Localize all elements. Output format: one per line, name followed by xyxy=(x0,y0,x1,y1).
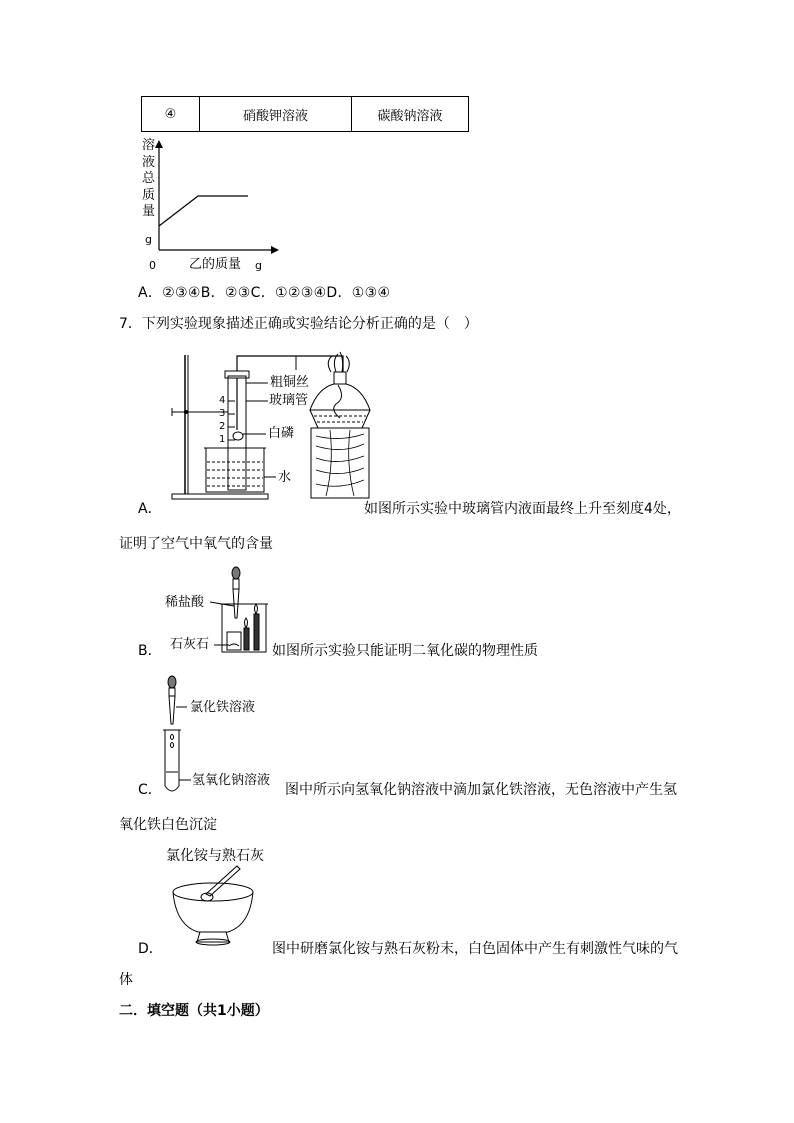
option-a-text: 如图所示实验中玻璃管内液面最终上升至刻度4处， xyxy=(364,501,681,517)
option-c-text: 图中所示向氢氧化钠溶液中滴加氯化铁溶液，无色溶液中产生氢 xyxy=(285,782,677,798)
ylabel-char: 量 xyxy=(142,204,156,219)
row-index: ④ xyxy=(142,97,200,132)
label-white-phosphorus: 白磷 xyxy=(268,426,295,441)
tick-4: 4 xyxy=(219,395,226,406)
graph-xlabel: 乙的质量 xyxy=(189,257,242,272)
ylabel-char: 液 xyxy=(142,154,156,170)
label-dilute-hcl: 稀盐酸 xyxy=(165,595,205,610)
option-c-text-cont: 氧化铁白色沉淀 xyxy=(119,817,217,833)
label-glass-tube: 玻璃管 xyxy=(269,393,309,408)
option-b-letter: B． xyxy=(138,643,162,659)
option-b-text: 如图所示实验只能证明二氧化碳的物理性质 xyxy=(272,643,538,659)
label-limestone: 石灰石 xyxy=(170,637,210,652)
label-naoh: 氢氧化钠溶液 xyxy=(192,773,271,788)
label-nh4cl-lime: 氯化铵与熟石灰 xyxy=(166,848,264,864)
graph-yunit: g xyxy=(145,233,152,246)
q6-options: A．②③④B．②③C．①②③④D．①③④ xyxy=(138,285,391,301)
graph-origin: 0 xyxy=(149,259,156,272)
option-a-text-cont: 证明了空气中氧气的含量 xyxy=(119,536,273,552)
ylabel-char: 溶 xyxy=(142,138,156,153)
tick-3: 3 xyxy=(219,408,226,419)
label-copper-wire: 粗铜丝 xyxy=(270,375,310,390)
tick-2: 2 xyxy=(219,421,226,432)
label-water: 水 xyxy=(278,470,292,485)
row-cell-reagent2: 碳酸钠溶液 xyxy=(352,97,469,132)
tick-1: 1 xyxy=(219,434,226,445)
option-a-letter: A． xyxy=(138,501,162,517)
q7-stem: 7．下列实验现象描述正确或实验结论分析正确的是（ ） xyxy=(119,316,478,332)
option-d-text: 图中研磨氯化铵与熟石灰粉末，白色固体中产生有刺激性气味的气 xyxy=(272,941,678,957)
section-heading: 二．填空题（共1小题） xyxy=(119,1003,269,1019)
ylabel-char: 总 xyxy=(142,171,156,186)
graph-xunit: g xyxy=(255,259,262,272)
label-fecl3: 氯化铁溶液 xyxy=(190,700,256,715)
option-d-text-cont: 体 xyxy=(119,972,133,988)
option-c-letter: C． xyxy=(138,782,162,798)
row-cell-reagent1: 硝酸钾溶液 xyxy=(200,97,352,132)
option-d-letter: D． xyxy=(138,941,163,957)
ylabel-char: 质 xyxy=(142,187,156,203)
